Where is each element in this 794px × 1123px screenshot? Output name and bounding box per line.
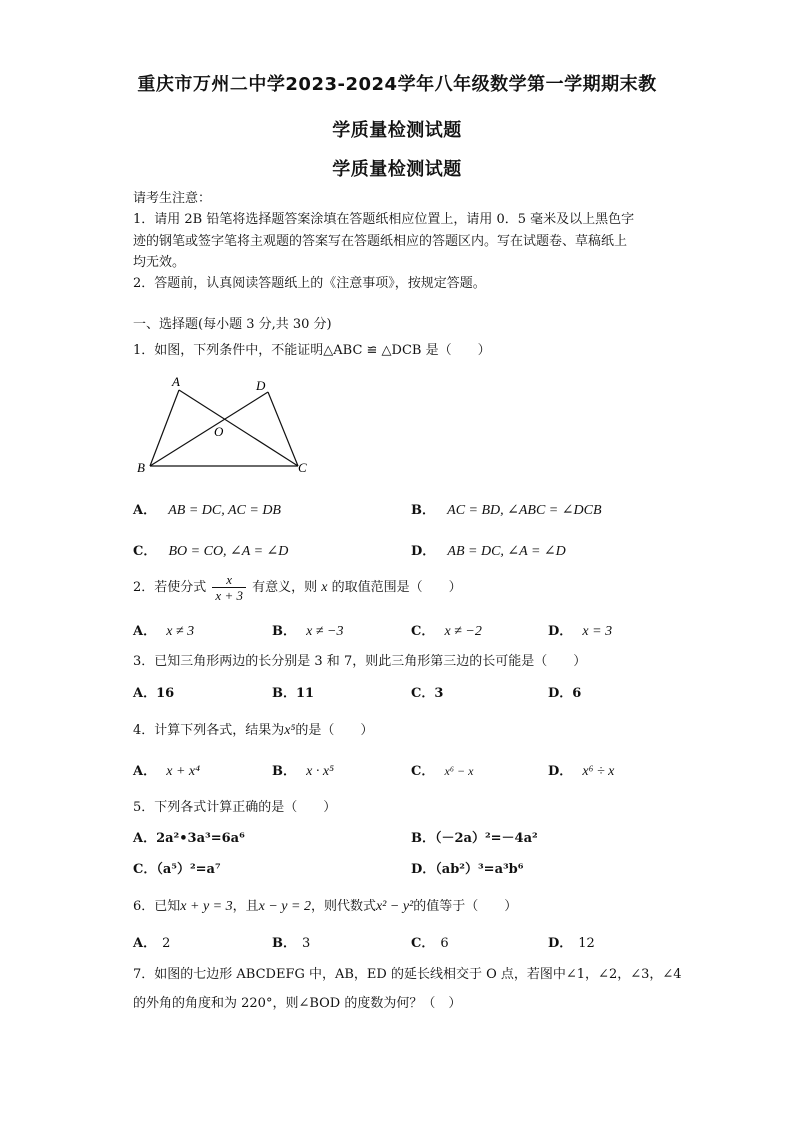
option-label: D． [548,936,573,951]
section-heading: 一、选择题(每小题 3 分,共 30 分) [133,317,332,332]
stem-math: x⁵ [284,723,296,738]
segment-ab [150,390,179,466]
figure-label-d: D [256,378,266,393]
option-label: C． [411,764,435,779]
question-2-option-d[interactable] [548,620,612,640]
option-label: D． [548,764,573,779]
question-3-option-b[interactable]: B．11 [272,686,315,701]
question-1-option-b[interactable] [411,499,602,519]
option-label: D． [548,624,573,639]
option-label: B． [272,936,296,951]
option-text: 6 [440,936,449,951]
question-1-figure [130,372,320,482]
option-text: x ≠ −3 [306,624,344,639]
segment-dc [268,392,298,466]
question-5-option-c[interactable]: C．（a⁵）²=a⁷ [133,862,221,877]
figure-label-c: C [298,460,307,475]
option-text: AC = BD, ∠ABC = ∠DCB [447,503,602,518]
option-label: B． [272,764,296,779]
figure-label-b: B [137,460,145,475]
question-3-stem: 3．已知三角形两边的长分别是 3 和 7，则此三角形第三边的长可能是（ ） [133,654,587,669]
option-label: A． [133,936,157,951]
question-5-option-a[interactable]: A．2a²•3a³=6a⁶ [133,831,245,846]
page-title-line2: 学质量检测试题 [332,120,462,141]
option-label: A． [133,624,157,639]
notice-item-2: 2．答题前，认真阅读答题纸上的《注意事项》，按规定答题。 [133,276,486,291]
question-1-option-a[interactable] [133,499,281,519]
stem-math: x² − y² [375,899,414,914]
notice-heading: 请考生注意： [133,191,212,206]
option-text: AB = DC, ∠A = ∠D [447,544,566,559]
question-7-stem-line2: 的外角的角度和为 220°，则∠BOD 的度数为何？（ ） [133,996,462,1011]
stem-text: ，则代数式 [310,899,376,914]
option-text: x ≠ 3 [166,624,195,639]
stem-text: 4．计算下列各式，结果为 [133,723,285,738]
option-label: D． [411,544,436,559]
option-text: BO = CO, ∠A = ∠D [168,544,289,559]
question-6-stem [133,895,517,915]
stem-variable: x [321,580,328,595]
question-2-option-a[interactable] [133,620,194,640]
stem-math: x + y = 3 [180,899,233,914]
option-text: x⁶ ÷ x [582,764,615,779]
stem-text: 的值等于（ ） [413,899,518,914]
question-4-option-b[interactable] [272,760,334,780]
stem-text: ，且 [232,899,259,914]
question-2-stem [133,572,462,603]
option-text: 12 [578,936,595,951]
question-6-option-a[interactable] [133,932,170,951]
fraction-numerator: x [212,572,246,588]
stem-text: 2．若使分式 [133,580,207,595]
notice-item-1a: 1．请用 2B 铅笔将选择题答案涂填在答题纸相应位置上，请用 0．5 毫米及以上黑色字 [133,212,635,227]
question-6-option-c[interactable] [411,932,449,951]
question-4-option-c[interactable] [411,760,473,779]
question-5-stem: 5．下列各式计算正确的是（ ） [133,800,337,815]
question-4-option-d[interactable] [548,760,614,780]
figure-label-o: O [214,424,224,439]
fraction-denominator: x + 3 [215,588,243,603]
option-label: C． [411,936,435,951]
question-3-option-a[interactable]: A．16 [133,686,175,701]
segment-db [150,392,268,466]
option-text: 2 [162,936,171,951]
figure-label-a: A [172,374,180,389]
question-5-option-b[interactable]: B．（－2a）²=－4a² [411,831,538,846]
notice-item-1b: 迹的钢笔或签字笔将主观题的答案写在答题纸相应的答题区内。写在试题卷、草稿纸上 [133,234,628,249]
stem-text: 的是（ ） [295,723,374,738]
question-3-option-c[interactable]: C．3 [411,686,444,701]
option-label: C． [133,544,157,559]
option-text: x ≠ −2 [444,624,482,639]
question-2-option-c[interactable] [411,620,482,640]
stem-text: 有意义，则 [252,580,318,595]
option-text: x = 3 [582,624,613,639]
question-3-option-d[interactable]: D．6 [548,686,582,701]
fraction [212,572,246,603]
option-label: A． [133,764,157,779]
option-text: x + x⁴ [166,764,200,779]
option-label: A． [133,503,157,518]
question-2-option-b[interactable] [272,620,344,640]
question-1-stem: 1．如图，下列条件中，不能证明△ABC ≌ △DCB 是（ ） [133,343,491,358]
stem-text: 的取值范围是（ ） [331,580,462,595]
page-title-line3: 学质量检测试题 [332,159,462,180]
question-5-option-d[interactable]: D．（ab²）³=a³b⁶ [411,862,524,877]
question-4-option-a[interactable] [133,760,200,780]
stem-text: 6．已知 [133,899,181,914]
option-text: x⁶ − x [444,764,474,778]
stem-math: x − y = 2 [258,899,311,914]
notice-item-1c: 均无效。 [133,255,186,270]
page-title-line1: 重庆市万州二中学2023-2024学年八年级数学第一学期期末教 [137,74,657,95]
question-1-option-c[interactable] [133,540,288,560]
question-6-option-b[interactable] [272,932,310,951]
question-1-option-d[interactable] [411,540,566,560]
option-text: x · x⁵ [306,764,334,779]
question-4-stem [133,719,373,739]
option-label: C． [411,624,435,639]
option-text: 3 [302,936,311,951]
question-7-stem-line1: 7．如图的七边形 ABCDEFG 中，AB，ED 的延长线相交于 O 点，若图中∠1，∠2，∠3，∠4 [133,967,682,982]
option-text: AB = DC, AC = DB [168,503,281,518]
option-label: B． [411,503,435,518]
question-6-option-d[interactable] [548,932,595,951]
option-label: B． [272,624,296,639]
segment-ac [179,390,298,466]
